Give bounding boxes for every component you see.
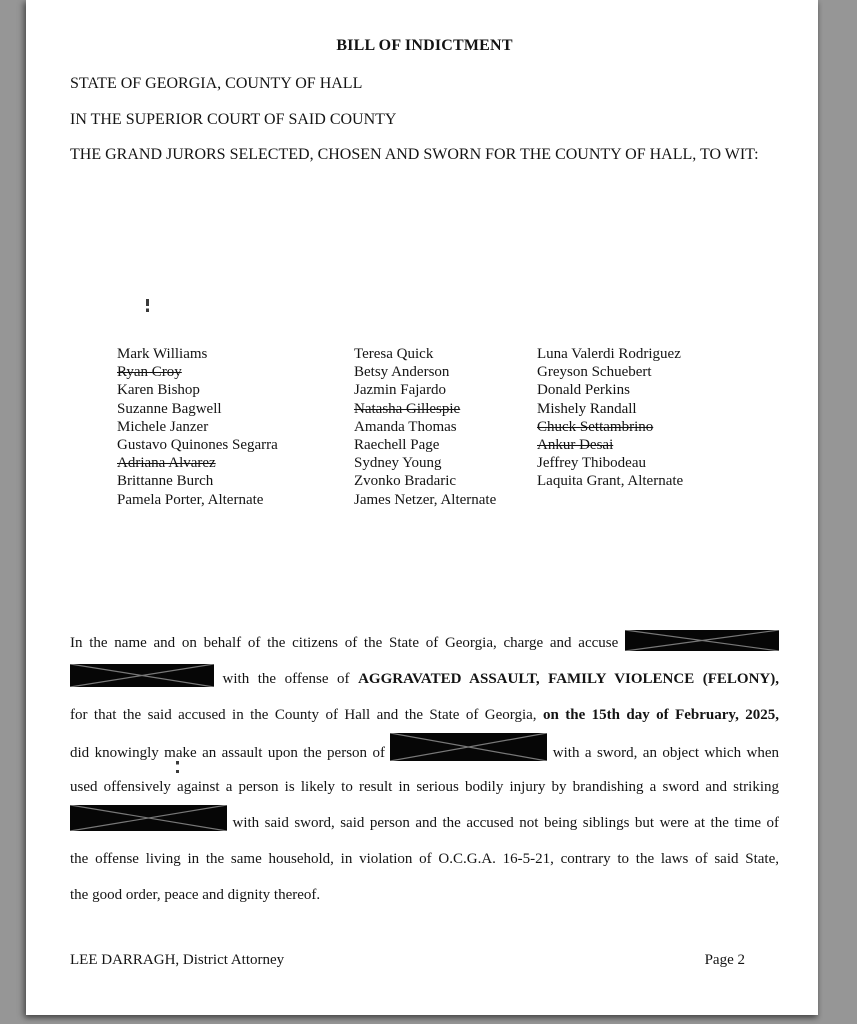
charge-text: with the offense of [222,671,350,687]
juror-name: Ryan Croy [117,364,182,381]
scan-artifact [146,299,149,312]
juror-name: Donald Perkins [537,382,630,399]
juror-name: Gustavo Quinones Segarra [117,437,278,454]
offense-date: on the 15th day of February, 2025, [542,707,780,723]
juror-name: Brittanne Burch [117,473,214,490]
document-title [70,36,779,55]
charge-text: In the name and on behalf of the citizens of the State of Georgia, charge and accuse [70,635,619,651]
district-attorney-signature-line: LEE DARRAGH, District Attorney [70,952,285,968]
juror-name: Greyson Schuebert [537,364,652,381]
charge-line [70,697,779,733]
charge-text: the good order, peace and dignity thereof. [70,887,321,903]
juror-name: Betsy Anderson [354,364,450,381]
juror-name: Adriana Alvarez [117,455,216,472]
juror-name: Teresa Quick [354,346,434,362]
redaction-box [70,805,227,831]
caption-state-county: STATE OF GEORGIA, COUNTY OF HALL [70,75,363,92]
page-number: Page 2 [704,952,745,968]
charge-line [70,733,779,769]
juror-name: James Netzer, Alternate [354,491,497,508]
charge-line [70,769,779,805]
document-title-text: BILL OF INDICTMENT [336,37,513,54]
juror-name: Karen Bishop [117,382,200,399]
redaction-box [625,630,779,651]
juror-name: Amanda Thomas [354,418,457,435]
juror-name: Pamela Porter, Alternate [117,491,264,508]
document-page [26,0,818,1015]
charge-text: the offense living in the same household, in violation of O.C.G.A. 16-5-21, contrary to the laws of said State, [70,851,779,867]
charge-line [70,841,779,877]
offense-name: AGGRAVATED ASSAULT, FAMILY VIOLENCE (FELONY), [358,671,779,687]
redaction-box [70,664,214,687]
juror-name: Michele Janzer [117,418,209,435]
charge-text: used offensively against a person is likely to result in serious bodily injury by brandishing a sword and striking [70,779,779,795]
juror-name: Chuck Settambrino [537,418,654,435]
charge-text: for that the said accused in the County of Hall and the State of Georgia, [70,707,537,723]
charge-text: did knowingly make an assault upon the person of [70,745,385,761]
juror-name: Zvonko Bradaric [354,473,457,490]
charge-line [70,625,779,661]
caption-grand-jurors: THE GRAND JURORS SELECTED, CHOSEN AND SWORN FOR THE COUNTY OF HALL, TO WIT: [70,146,759,163]
juror-name: Jazmin Fajardo [354,382,447,399]
juror-name: Luna Valerdi Rodriguez [537,346,681,362]
grand-juror-list [117,345,772,509]
juror-name: Ankur Desai [537,437,614,454]
charge-line [70,877,779,913]
juror-name: Raechell Page [354,437,440,454]
charge-line [70,661,779,697]
redaction-box [390,733,547,761]
juror-name: Natasha Gillespie [354,400,461,417]
juror-column-3 [537,345,772,509]
charge-text: with said sword, said person and the accused not being siblings but were at the time of [232,815,780,831]
document-footer [70,951,779,969]
juror-column-2 [354,345,537,509]
juror-name: Suzanne Bagwell [117,400,222,417]
juror-name: Mishely Randall [537,400,637,417]
juror-name: Mark Williams [117,346,208,362]
charge-text: with a sword, an object which when [552,745,779,761]
charge-line [70,805,779,841]
juror-name: Jeffrey Thibodeau [537,455,646,472]
juror-name: Laquita Grant, Alternate [537,473,684,490]
juror-name: Sydney Young [354,455,442,472]
charging-paragraph [70,625,779,913]
caption-court: IN THE SUPERIOR COURT OF SAID COUNTY [70,111,397,128]
juror-column-1 [117,345,354,509]
